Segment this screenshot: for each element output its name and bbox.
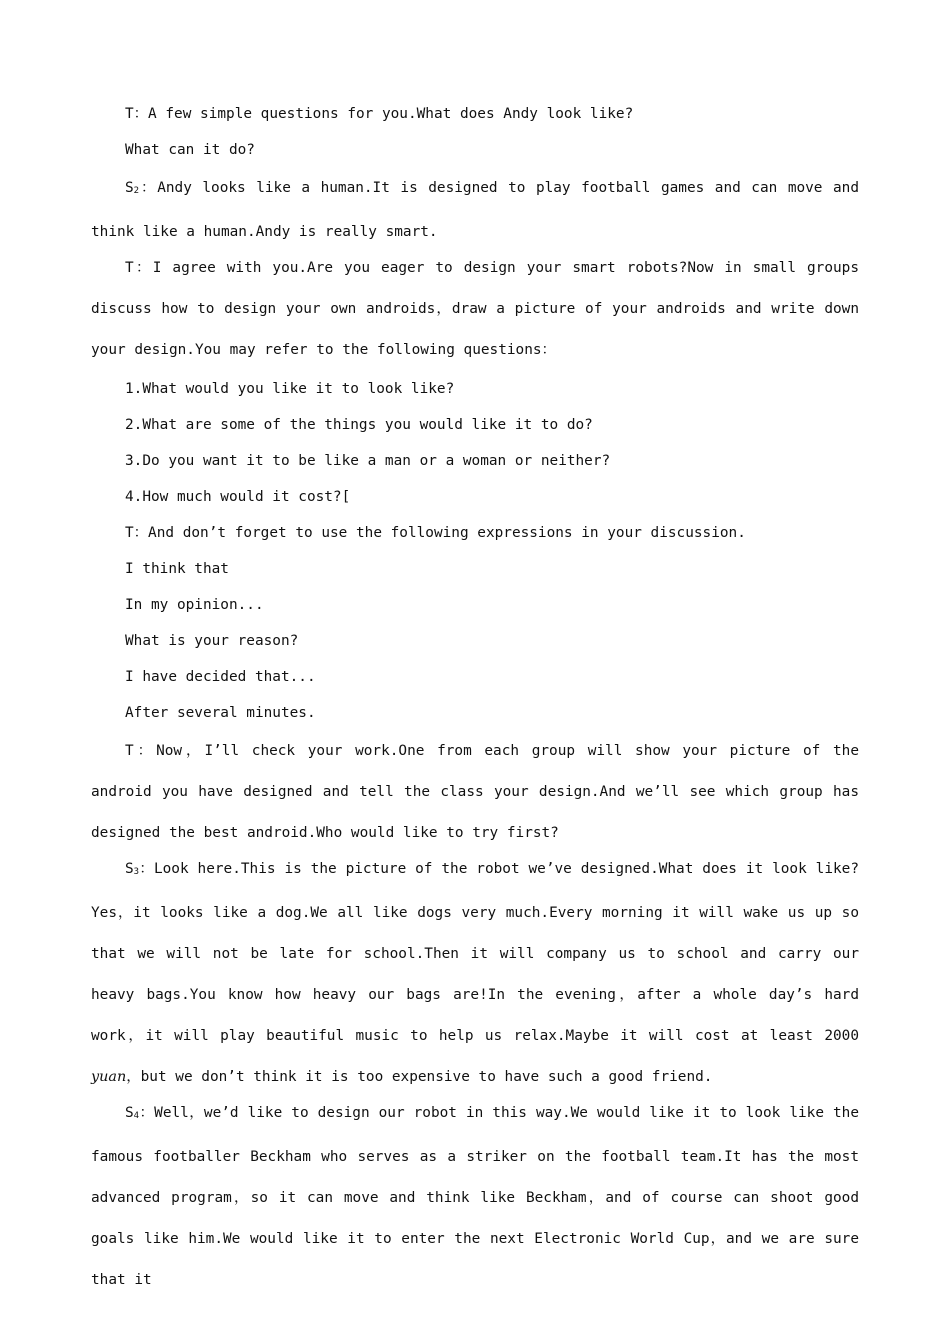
teacher-check-work: T：Now，I’ll check your work.One from each group will show your picture of the android you have designed and tell the class your design.And we’ll see which group has designed the best android.Who would like to try first? — [91, 743, 859, 841]
speaker-number: 2 — [133, 186, 140, 196]
question-3: 3.Do you want it to be like a man or a woman or neither? — [125, 453, 611, 469]
speaker-number: 3 — [133, 867, 140, 877]
question-2: 2.What are some of the things you would like it to do? — [125, 417, 593, 433]
student-4-answer — [91, 1093, 859, 1301]
answer-text: ：Look here.This is the picture of the robot we’ve designed.What does it look like? Yes，it looks like a dog.We all like dogs very much.Every morning it will wake us up so that we will not be late for school.Then it will company us to school and carry our heavy bags.You know how heavy our bags are!In the evening，after a whole day’s hard work，it will play beautiful music to help us relax.Maybe it will cost at least 2000 — [91, 861, 859, 1044]
expression-4: I have decided that... — [125, 669, 316, 685]
expression-2: In my opinion... — [125, 597, 264, 613]
answer-text: ：Andy looks like a human.It is designed to play football games and can move and think like a human.Andy is really smart. — [91, 180, 859, 240]
teacher-question-line-2: What can it do? — [125, 142, 255, 158]
speaker-label: S — [125, 180, 134, 196]
teacher-question-line: T：A few simple questions for you.What does Andy look like? — [125, 106, 634, 122]
student-2-answer — [91, 168, 859, 253]
answer-text: ：Well，we’d like to design our robot in this way.We would like it to look like the famous footballer Beckham who serves as a striker on the football team.It has the most advanced program，so it can move and think like Beckham，and of course can shoot good goals like him.We would like it to enter the next Electronic World Cup，and we are sure that it — [91, 1105, 859, 1288]
currency-word: yuan — [91, 1069, 127, 1085]
speaker-label: S — [125, 861, 134, 877]
question-4: 4.How much would it cost?[ — [125, 489, 351, 505]
expression-3: What is your reason? — [125, 633, 299, 649]
expression-1: I think that — [125, 561, 229, 577]
speaker-number: 4 — [133, 1111, 140, 1121]
question-1: 1.What would you like it to look like? — [125, 381, 455, 397]
speaker-label: S — [125, 1105, 134, 1121]
answer-text-end: ，but we don’t think it is too expensive to have such a good friend. — [126, 1069, 713, 1085]
teacher-instruction: T：I agree with you.Are you eager to design your smart robots?Now in small groups discuss how to design your own androids，draw a picture of your androids and write down your design.You may refer to the following questions： — [91, 260, 859, 358]
teacher-reminder: T：And don’t forget to use the following expressions in your discussion. — [125, 525, 746, 541]
student-3-answer — [91, 849, 859, 1098]
document-page — [91, 96, 859, 1301]
stage-direction: After several minutes. — [125, 705, 316, 721]
